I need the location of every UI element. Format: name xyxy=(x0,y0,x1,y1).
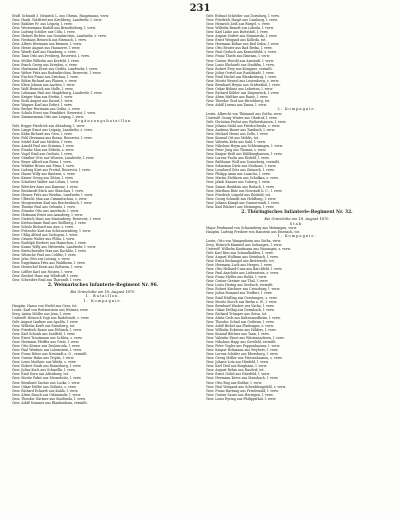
casualty-entry: Gesr. Heinze Fritz aus Werdau, Landwehr, l. verw. xyxy=(12,192,93,197)
casualty-entry: Gesr. Andreas Bauer aus Tambach, l. verw. xyxy=(206,127,276,132)
casualty-entry: Gesr. Konrad Ott aus Mehlis, tot. xyxy=(206,135,260,140)
casualty-entry: Gesr. Theodor Schad aus Ostheim, l. verw. xyxy=(206,319,275,324)
casualty-entry: Gesr. Paul Anschütz aus Liebenstein, s. verw. xyxy=(206,271,279,276)
casualty-entry: Stuff. Schmidt 3. Heinrich L. aus Ohrum, Hauptmann, verw. xyxy=(12,14,109,18)
casualty-entry: Gesr. Rudolph Herbert aus Hainichen, l. verw. xyxy=(12,241,87,246)
casualty-entry: Gesr. Gustav Herold aus Arnstadt, l. verw. xyxy=(206,58,274,63)
casualty-entry: Gesr. Gustav Sauer aus Heringen, l. verw. xyxy=(206,392,274,397)
casualty-entry: Gesr. Vogel Emil aus Oschatz, l. verw. xyxy=(12,152,73,157)
casualty-entry: Gesr. Kühn Richard aus Gera, l. verw. xyxy=(12,131,73,136)
casualty-entry: Gesr. Michael Hesse aus Zella, l. verw. xyxy=(206,131,269,136)
casualty-entry: Gesr. Albers Hermann aus Bremen, l. verw. xyxy=(12,42,82,47)
casualty-entry: Gesr. Becker Hermann aus Gotha, s. verw. xyxy=(12,107,81,112)
casualty-entry: Gesr. Krüger Max aus Stettin, l. verw. xyxy=(12,94,73,99)
casualty-entry: Gesr. Moritz Pabst aus Meuselwitz, l. verw. xyxy=(12,376,82,381)
casualty-entry: Gesr. Johann Lotz aus Hünfeld, l. verw. xyxy=(206,360,269,365)
casualty-entry: Gesr. Tann Otto aus Freiberg, Reservist, l. verw. xyxy=(12,54,90,59)
casualty-entry: Gesr. Johann Kämpf aus Ummerstadt, l. verw. xyxy=(206,200,280,205)
casualty-entry: Gesr. Kaspar Hohmann aus Weyhers, l. verw. xyxy=(206,348,279,353)
casualty-entry: Gesr. Richard Trümper aus Geisa, tot. xyxy=(206,311,268,316)
casualty-entry: Gefr. August Lindner aus Apolda, l. verw. xyxy=(12,319,79,324)
casualty-entry: Gesr. Klein Johann aus Aachen, l. verw. xyxy=(12,82,76,87)
casualty-entry: Gesr. Robert Kirchner aus Creuzburg, l. verw. xyxy=(206,287,281,292)
casualty-entry: Gesr. Gruner Walter aus Flöha, l. verw. xyxy=(12,237,75,242)
casualty-entry: Gesr. Richard Eckardt aus Kahla, l. verw. xyxy=(12,388,79,393)
casualty-entry: Unteroff. Wilhelm Kaufmann aus Wasungen, s. verw. xyxy=(206,246,291,251)
casualty-entry: Gesr. Nikolaus Heym aus Schleusingen, l. verw. xyxy=(206,144,283,149)
casualty-entry: Gesr. Martin Eichhorn aus Schalkau, s. verw. xyxy=(206,176,279,181)
page-number: 231 xyxy=(189,3,211,14)
casualty-entry: Gesr. Oskar Helbig aus Dermbach, l. verw. xyxy=(206,307,275,312)
casualty-entry: Gesr. Sebastian Dietz aus Neuhaus, l. verw. xyxy=(206,164,277,169)
casualty-entry: Gesr. Julius Rommel aus Treffurt, l. verw. xyxy=(206,291,273,296)
casualty-entry: Gesr. Hank, Gottfried aus Kirchberg, Landwehr, l. verw. xyxy=(12,18,103,23)
casualty-entry: Gesr. Fritzsche Kurt aus Schwarzenberg, l. verw. xyxy=(12,229,92,234)
casualty-entry: Gesr. Uhlig Alfred aus Zschopau, l. verw. xyxy=(12,233,78,238)
casualty-entry: Gesr. Otto Holland-Cunz aus Barchfeld, l. verw. xyxy=(206,267,283,272)
casualty-entry: Gesr. Hubert Richter aus Neunkirchen, Landwehr, s. verw. xyxy=(12,34,107,39)
casualty-entry: Gesr. Reinhardt Erich aus Glauchau, l. verw. xyxy=(12,188,84,193)
section-label: Ergänzungsbataillon xyxy=(74,119,132,124)
casualty-entry: Gesr. Philipp Amm aus Lauscha, l. verw. xyxy=(206,172,271,177)
casualty-entry: Gesr. Dietrich Hans aus Marienberg, Reservist, l. verw. xyxy=(12,216,102,221)
casualty-entry: Serg. Anton Müller aus Jena, l. verw. xyxy=(12,311,72,316)
casualty-entry: Gesr. Straube Otto aus Auerbach, l. verw. xyxy=(12,208,80,213)
casualty-entry: Gesr. Robert Frey aus Königsee, vermißt. xyxy=(206,66,273,71)
casualty-entry: Leutn. Otto von Wangenheim aus Gotha, verw. xyxy=(206,238,282,243)
casualty-entry: Gesr. Emil Nüdling aus Gerstungen, s. verw. xyxy=(206,295,278,300)
casualty-entry: Gesr. Pohl Hermann aus Borna, Reservist, l. verw. xyxy=(12,135,93,140)
casualty-entry: Gesr. Wolf Heinrich aus Halle, l. verw. xyxy=(12,86,74,91)
casualty-entry: Unteroff. Heinrich Vogt aus Rudolstadt, s. verw. xyxy=(12,315,90,320)
casualty-entry: Gesr. Louis Eyring aus Philippsthal, l. verw. xyxy=(206,396,277,401)
casualty-entry: Gesr. Bernhard Wacker aus Vacha, l. verw. xyxy=(206,303,275,308)
casualty-entry: Gesr. Kaspar Reiß aus Hildburghausen, l. verw. xyxy=(206,152,283,157)
casualty-entry: Gesr. Ulbricht Max aus Crimmitschau, s. verw. xyxy=(12,196,88,201)
casualty-entry: Gesr. Emil Dorn aus Altenburg, tot. xyxy=(12,372,70,377)
casualty-entry: Gesr. Ernst Wiegand aus Kölleda, tot. xyxy=(206,38,267,43)
casualty-entry: Gesr. Konrad Büttner aus Tann, l. verw. xyxy=(206,331,270,336)
casualty-entry: Gesr. Franz Hartung aus Friedewald, l. verw. xyxy=(206,388,279,393)
casualty-entry: Gesr. Robert Stark aus Ronneburg, l. verw. xyxy=(12,364,82,369)
casualty-entry: Gesr. Weber Fritz aus Rodenkirchen, Reservist, l. verw. xyxy=(12,70,102,75)
casualty-entry: Gesr. Theodor Graf aus Hirschberg, tot. xyxy=(206,98,271,103)
casualty-entry: Gesr. Gustav Greiner aus Thal, l. verw. xyxy=(206,279,269,284)
casualty-entry: Gesr. Gustav Hahn aus Triptis, l. verw. xyxy=(12,356,75,361)
casualty-entry: Gesr. Alwin Walther aus Ranis, l. verw. xyxy=(206,94,269,99)
casualty-entry: Gesr. Johann Stahl aus Friedrichroda, s. verw. xyxy=(206,123,281,128)
battle-subheading: Bei Gravelotte am 18. August 1870. xyxy=(264,216,330,221)
casualty-entry: Gesr. Balthasar Wolf aus Sonneberg, vermißt. xyxy=(206,160,280,165)
casualty-entry: Gesr. August Rehm aus Rasdorf, tot. xyxy=(206,368,265,373)
casualty-entry: Gefr. Helmut Schröder aus Dornburg, l. verw. xyxy=(206,14,280,18)
casualty-entry: Gesr. Bernhard Heyne aus Gräfenthal, l. verw. xyxy=(206,82,281,87)
casualty-entry: Gesr. Louis Ehrhardt aus Stadtilm, l. verw. xyxy=(206,62,275,67)
casualty-entry: Gesr. Hartmann Ernst aus Görlitz, Landwehr, l. verw. xyxy=(12,66,98,71)
casualty-entry: Gesr. Zimmermann Otto aus Leipzig, l. verw. xyxy=(12,115,85,120)
casualty-entry: Gesr. Karl Rückert aus Meiningen, l. verw. xyxy=(206,204,275,209)
casualty-entry: Leutn. Albrecht von Thümmel aus Gotha, verw. xyxy=(206,111,283,116)
casualty-entry: Gesr. Emil Michel aus Blankenburg, l. verw. xyxy=(206,74,277,79)
section-label: 1. Kompagnie. xyxy=(277,234,317,239)
casualty-entry: Gesr. Lorenz Schäfer aus Ebersburg, l. verw. xyxy=(206,352,279,357)
casualty-entry: Gesr. August Seifert aus Sömmerda, l. verw. xyxy=(206,34,278,39)
casualty-entry: Gesr. Baldner Fr. aus Leipzig, l. verw. xyxy=(12,22,73,27)
right-column xyxy=(206,14,388,514)
casualty-entry: Gesr. Fischer Franz aus Zwickau, l. verw. xyxy=(12,74,79,79)
casualty-entry: Gesr. Wünsche Paul aus Colditz, l. verw. xyxy=(12,253,77,258)
regiment-heading: 2. Thüringisches Infanterie-Regiment Nr. 32. xyxy=(241,210,353,216)
casualty-entry: Gesr. Lorenz Fuchs aus Eisfeld, l. verw. xyxy=(206,156,270,161)
casualty-entry: Gesr. Wilhelm Eckstein aus Hilders, l. verw. xyxy=(206,327,277,332)
casualty-entry: Gesr. Löffler Karl aus Nossen, l. verw. xyxy=(12,269,74,274)
casualty-entry: Gesr. Kunze Willy aus Mittweida, Landwehr, l. verw. xyxy=(12,245,96,250)
casualty-entry: Gesr. Schulz Ernst aus Frankfurt, Reservist, l. verw. xyxy=(12,111,96,116)
casualty-entry: Gesr. Hermann Kühne aus Bad Sulza, l. verw. xyxy=(206,42,280,47)
casualty-entry: Gesr. Georg Schmidt aus Heldburg, l. verw. xyxy=(206,196,277,201)
casualty-entry: Gesr. Roth August aus Kassel, l. verw. xyxy=(12,98,74,103)
casualty-entry: Gesr. Franke Max aus Döbeln, s. verw. xyxy=(12,148,75,153)
casualty-entry: Gesr. Reichel Hans aus Wilsdruff, l. verw. xyxy=(12,273,79,278)
casualty-entry: Gefr. Hoppe Friedrich aus Altenburg, l. verw. xyxy=(12,123,86,128)
casualty-entry: Gesr. Otto Bug aus Buttlar, l. verw. xyxy=(206,380,263,385)
casualty-entry: Gefr. Christian Probst aus Waltershausen, l. verw. xyxy=(206,119,287,124)
casualty-entry: Gesr. Ludwig Kurt aus Freital, Reservist, l. verw. xyxy=(12,168,91,173)
casualty-entry: Gesr. Günther Otto aus Würzen, Landwehr, l. verw. xyxy=(12,156,95,161)
casualty-entry: Gesr. Ludwig Schüler aus Cöln, l. verw. xyxy=(12,30,76,35)
casualty-entry: Gesr. Franz Möller aus Ruhla, l. verw. xyxy=(206,275,267,280)
casualty-entry: Gesr. Paul Gerlach aus Kranichfeld, s. verw. xyxy=(206,50,277,55)
casualty-entry: Gesr. Friedrich Leipold aus Rönhild, tot. xyxy=(206,192,272,197)
casualty-entry: Gesr. Scholz Richard aus Aue, s. verw. xyxy=(12,224,74,229)
casualty-entry: Gesr. Julius Koch aus Schmölln, l. verw. xyxy=(12,368,76,373)
casualty-entry: Gesr. Adolf Sommer aus Blankenhain, vermißt. xyxy=(12,400,88,405)
casualty-entry: Gesr. Wagner Karl aus Erfurt, l. verw. xyxy=(12,103,73,108)
casualty-entry: Gesr. Valentin Kehr aus Suhl, l. verw. xyxy=(206,140,266,144)
casualty-entry: Gesr. Haase Willy aus Bautzen, s. verw. xyxy=(12,172,76,177)
casualty-entry: Gesr. Schreiber Emil aus Tharandt, l. verw. xyxy=(12,277,82,282)
casualty-entry: Gesr. Müller Wilhelm aus Krefeld, l. verw. xyxy=(12,58,80,63)
section-label: Stab. xyxy=(289,221,305,226)
battle-subheading: Bei Gravelotte am 18. August 1870. xyxy=(70,289,136,294)
casualty-entry: Gesr. Heinrich Zeiß aus Bürgel, s. verw. xyxy=(206,22,271,27)
casualty-entry: Gesr. Oskar Böhme aus Lehesten, l. verw. xyxy=(206,86,274,91)
casualty-entry: Major Ferdinand von Schaumberg aus Meiningen, verw. xyxy=(206,226,297,231)
casualty-entry: Gesr. Theodor Gärtner aus Stadtroda, l. verw. xyxy=(12,396,86,401)
casualty-entry: Gesr. Friedrich Haupt aus Camburg, l. verw. xyxy=(206,18,278,23)
casualty-entry: Gesr. Ernst Recknagel aus Brotterode, tot. xyxy=(206,259,275,264)
left-column xyxy=(12,14,194,514)
casualty-entry: Gesr. Arnold Paul aus Grimma, l. verw. xyxy=(12,144,75,149)
casualty-entry: Gesr. Karl Schenk aus Saalfeld, l. verw. xyxy=(12,331,76,336)
casualty-entry: Gesr. Peter Vogler aus Poppenhausen, l. verw. xyxy=(206,344,281,349)
casualty-entry: Gesr. Moritz Wenzel aus Leutenberg, s. verw. xyxy=(206,78,280,83)
casualty-entry: Gesr. Hermann Luck aus Herges, l. verw. xyxy=(206,263,273,268)
casualty-entry: Gesr. Moritz Storch aus Berka a. W., l. verw. xyxy=(206,299,278,304)
casualty-entry: Gesr. Valentin Faust aus Wüstensachsen, l. verw. xyxy=(206,336,285,340)
casualty-entry: Gesr. Julius Oertel aus Rudolstadt, l. verw. xyxy=(206,70,275,75)
regiment-heading: 2. Weimarisches Infanterie-Regiment Nr. 96. xyxy=(47,283,159,289)
casualty-entry: Gesr. Lange Ernst aus Leipzig, Landwehr, s. verw. xyxy=(12,127,93,132)
casualty-entry: Gesr. Richard Köhler aus Ziegenrück, l. verw. xyxy=(206,90,280,95)
casualty-entry: Gesr. Wilhelm Kraft aus Eisenberg, tot. xyxy=(12,323,76,328)
casualty-entry: Gesr. Westermann Rudolf aus Brandenburg, l. verw. xyxy=(12,26,96,31)
casualty-entry: Gesr. Paul Wiegand aus Schenklengsfeld, s. verw. xyxy=(206,384,286,389)
casualty-entry: Hauptm. Ludwig Freiherr von Hanstein aus Eisenach, tot. xyxy=(206,230,300,235)
casualty-entry: Gesr. Otto Reuter aus Bad Berka, l. verw. xyxy=(206,46,273,51)
casualty-entry: Gesr. Wendt Karl aus Hamburg, s. verw. xyxy=(12,50,77,55)
casualty-entry: Serg. Heinrich Kümmel aus Salzungen, l. verw. xyxy=(206,242,283,247)
casualty-entry: Gesr. Adolf Lorenz aus Tanna, l. verw. xyxy=(206,103,267,108)
casualty-entry: Gesr. Kaiser Georg aus Zittau, l. verw. xyxy=(12,176,74,181)
casualty-entry: Gesr. Lehmann Paul aus Magdeburg, Landwehr, l. verw. xyxy=(12,90,103,95)
casualty-entry: Gesr. Otto Körner aus Zeulenroda, l. verw. xyxy=(12,344,81,349)
casualty-entry: Gesr. Franz Thiele aus Ilmenau, l. verw. xyxy=(206,54,271,59)
casualty-entry: Gesr. Hesse August aus Hannover, l. verw. xyxy=(12,46,81,51)
casualty-entry: Gefr. Karl Ries aus Schmalkalden, l. verw. xyxy=(206,251,274,256)
casualty-entry: Gesr. Hentschel Ernst aus Roßwein, l. verw. xyxy=(12,265,83,270)
casualty-entry: Gesr. Hermann Pfeiffer aus Greiz, l. verw. xyxy=(12,340,80,345)
casualty-entry: Gesr. Matthias Bätz aus Neustadt b. C., l. verw. xyxy=(206,188,283,193)
casualty-entry: Leutn. Karl von Reitzenstein aus Weimar, verw. xyxy=(12,307,89,312)
section-label: 1. Bataillon. xyxy=(85,294,121,299)
casualty-entry: Gesr. Louis Meißner aus Weida, s. verw. xyxy=(12,360,77,365)
casualty-entry: Gesr. Morgenstern Karl aus Reichenbach, l. verw. xyxy=(12,200,93,205)
casualty-entry: Gesr. Jakob Knauer aus Coburg, l. verw. xyxy=(206,180,271,185)
casualty-entry: Gesr. Peter Jung aus Themar, s. verw. xyxy=(206,148,267,153)
casualty-entry: Gesr. Neuhaus Heinrich aus Eisenach, l. verw. xyxy=(12,38,87,43)
casualty-entry: Gesr. Louis Hering aus Seebach, vermißt. xyxy=(206,283,274,288)
casualty-entry: Gesr. Franz Ritter aus Neustadt a. O., vermißt. xyxy=(12,352,88,357)
casualty-entry: Gesr. Alwin Grob aus Kaltennordheim, l. verw. xyxy=(206,315,281,320)
casualty-entry: Unteroff. Georg Winter aus Ohrdruf, l. verw. xyxy=(206,115,278,120)
casualty-entry: Gesr. Hofmann Ernst aus Annaberg, l. verw. xyxy=(12,212,84,217)
casualty-entry: Gesr. Adolf Bickel aus Fladungen, s. verw. xyxy=(206,323,274,328)
casualty-entry: Gesr. Winkler Bruno aus Pirna, l. verw. xyxy=(12,164,75,169)
casualty-entry: Gesr. Seidel Karl aus Meißen, l. verw. xyxy=(12,140,73,144)
casualty-entry: Gesr. Georg Möller aus Friesenhausen, s. verw. xyxy=(206,356,283,361)
casualty-entry: Gesr. Karl Linke aus Buttstädt, l. verw. xyxy=(206,30,269,35)
section-label: 2. Kompagnie. xyxy=(277,107,317,112)
casualty-entry: Gesr. August Wolfram aus Steinbach, l. verw. xyxy=(206,255,279,260)
casualty-entry: Gesr. Paul Weidner aus Lobenstein, l. verw. xyxy=(12,348,82,353)
casualty-entry: Gesr. Engelmann Fritz aus Waldheim, l. verw. xyxy=(12,261,86,266)
casualty-entry: Gesr. Ernst Trautmann aus Schleiz, s. verw. xyxy=(12,336,83,340)
casualty-entry: Gesr. Böhm Richard aus Plauen, s. verw. xyxy=(12,78,78,83)
casualty-entry: Gesr. Simon Heublein aus Rodach, l. verw. xyxy=(206,184,275,189)
casualty-entry: Gesr. Nikolaus Happ aus Gersfeld, vermißt. xyxy=(206,340,277,345)
casualty-entry: Hauptm. Hasso von Wedel aus Gera, tot. xyxy=(12,303,78,308)
casualty-entry: Gesr. Karl Heil aus Burghaun, l. verw. xyxy=(206,364,268,369)
casualty-entry: Gesr. Alwin Rauch aus Orlamünde, l. verw. xyxy=(12,392,82,397)
casualty-entry: Gesr. Kretzschmar Emil aus Stollberg, l. verw. xyxy=(12,220,87,225)
casualty-entry: Gesr. Beyer Alfred aus Riesa, l. verw. xyxy=(12,160,72,165)
casualty-entry: Gesr. Wilhelm Brandt aus Lobeda, l. verw. xyxy=(206,26,274,31)
section-label: 1. Kompagnie. xyxy=(83,299,123,304)
casualty-entry: Gesr. Busch Georg aus Dresden, s. verw. xyxy=(12,62,78,67)
casualty-entry: Gesr. Bernhard Sachse aus Lucka, l. verw. xyxy=(12,380,81,385)
casualty-entry: Gesr. Schubert Walter aus Löbau, l. verw. xyxy=(12,180,79,185)
casualty-entry: Gesr. Friedrich Busse aus Pößneck, l. verw. xyxy=(12,327,82,332)
casualty-entry: Gesr. Oskar Heller aus Gößnitz, s. verw. xyxy=(12,384,77,389)
casualty-entry: Gesr. Böttcher Arno aus Kamenz, l. verw. xyxy=(12,184,79,189)
casualty-entry: Gesr. Jahn Otto aus Leisnig, s. verw. xyxy=(12,257,71,262)
casualty-entry: Gesr. Hermann Kress aus Mansbach, l. verw. xyxy=(206,376,279,381)
casualty-entry: Gesr. Bretschneider Max aus Rochlitz, l. verw. xyxy=(12,249,87,254)
casualty-entry: Gesr. Ernst Göbel aus Eiterfeld, l. verw. xyxy=(206,372,270,377)
casualty-entry: Gesr. Thieme Paul aus Oelsnitz, l. verw. xyxy=(12,204,76,209)
casualty-entry: Gesr. Leonhard Götz aus Steinach, l. verw. xyxy=(206,168,275,173)
